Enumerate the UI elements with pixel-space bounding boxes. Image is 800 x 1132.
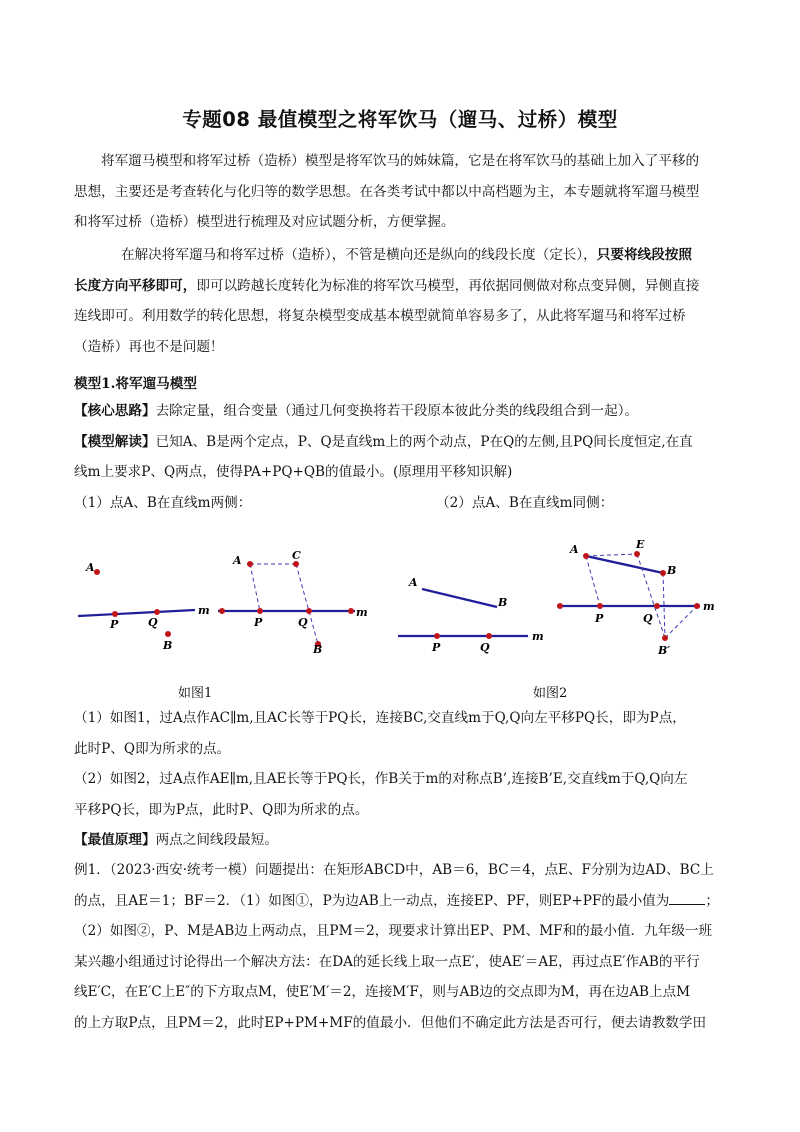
text-line: 和将军过桥（造桥）模型进行梳理及对应试题分析，方便掌握。	[74, 214, 455, 230]
label-A: A	[570, 543, 579, 556]
text-line	[74, 271, 730, 302]
text-line: （1）点A、B在直线m两侧：	[74, 495, 252, 511]
explain-label: 【模型解读】	[74, 433, 156, 450]
model-explanation	[74, 396, 730, 488]
text-line: 将军遛马模型和将军过桥（造桥）模型是将军饮马的姊妹篇，它是在将军饮马的基础上加入了平移的	[101, 153, 700, 169]
text-line: （2）如图②，P、M是AB边上两动点，且PM＝2，现要求计算出EP、PM、MF和的最小值．九年级一班	[74, 923, 713, 939]
text-line	[74, 396, 730, 427]
label-B: B	[163, 639, 173, 652]
text-line: （造桥）再也不是问题！	[74, 338, 224, 355]
text-run: 的点，且AE＝1；BF＝2．（1）如图①，P为边AB上一动点，连接EP、PF，则EP+PF的最小值为	[74, 892, 670, 909]
text-line	[74, 427, 730, 458]
point-m-right	[694, 603, 700, 609]
text-line: 连线即可。利用数学的转化思想，将复杂模型变成基本模型就简单容易多了，从此将军遛马和将军过桥	[74, 308, 686, 324]
label-m: m	[356, 606, 368, 619]
label-m: m	[532, 630, 544, 643]
segment-AB	[586, 556, 663, 573]
point-P	[597, 603, 603, 609]
label-Q: Q	[298, 616, 308, 629]
point-Q	[654, 603, 660, 609]
label-Q: Q	[480, 641, 490, 654]
point-P	[434, 633, 440, 639]
intro-paragraph-2	[74, 240, 730, 362]
label-B-prime: B′	[658, 644, 671, 657]
label-Q: Q	[148, 616, 158, 629]
point-Q	[154, 609, 160, 615]
figure-2-caption: 如图2	[533, 686, 568, 701]
label-A: A	[409, 576, 418, 589]
bold-text-run: 只要将线段按照	[596, 247, 692, 263]
point-B-prime	[662, 635, 668, 641]
label-Q: Q	[643, 612, 653, 625]
text-line: 某兴趣小组通过讨论得出一个解决方法：在DA的延长线上取一点E′，使AE′＝AE，再过点E′作AB的平行	[74, 953, 700, 970]
point-P	[257, 608, 263, 614]
core-label: 【核心思路】	[74, 403, 156, 419]
principle-label: 【最值原理】	[74, 832, 156, 848]
dashed-AP	[586, 556, 600, 606]
case-1-label	[74, 488, 374, 519]
dashed-AP	[250, 564, 260, 611]
text-run: ；	[705, 892, 719, 909]
solution-2	[74, 764, 730, 825]
example-1	[74, 855, 730, 1038]
figures	[0, 530, 800, 680]
label-C: C	[292, 549, 301, 562]
label-B: B	[667, 564, 677, 577]
label-P: P	[432, 641, 441, 654]
solution-1	[74, 703, 730, 764]
point-B	[165, 631, 171, 637]
text-line	[74, 886, 730, 917]
point-A	[94, 569, 100, 575]
dashed-EB-prime	[637, 554, 665, 638]
principle	[74, 825, 730, 856]
segment-AB	[422, 589, 497, 607]
label-A: A	[233, 554, 242, 567]
line-m	[78, 610, 195, 616]
label-B: B	[498, 596, 508, 609]
point-E	[634, 551, 640, 557]
text-run: 已知A、B是两个定点，P、Q是直线m上的两个动点，P在Q的左侧,且PQ间长度恒定,在直	[155, 433, 693, 450]
point-Q	[306, 608, 312, 614]
text-line	[74, 825, 730, 856]
text-line: 线E′C，在E′C上E″的下方取点M，使E′M′＝2，连接M′F，则与AB边的交点即为M，再在边AB上点M	[74, 984, 691, 1000]
text-run: 在解决将军遛马和将军过桥（造桥），不管是横向还是纵向的线段长度（定长），	[121, 247, 597, 263]
text-line: （2）如图2，过A点作AE∥m,且AE长等于PQ长，作B关于m的对称点B’,连接B’E,交直线m于Q,Q向左	[74, 771, 688, 787]
dashed-CB	[296, 564, 318, 644]
case-2-label	[436, 488, 736, 519]
label-m: m	[703, 600, 715, 613]
label-P: P	[110, 618, 119, 631]
text-run: 去除定量，组合变量（通过几何变换将若干段原本彼此分类的线段组合到一起）。	[155, 403, 639, 419]
text-line: 此时P、Q即为所求的点。	[74, 740, 231, 757]
text-line: 平移PQ长，即为P点，此时P、Q即为所求的点。	[74, 801, 369, 818]
model-1-heading: 模型1.将军遛马模型	[74, 376, 197, 392]
label-P: P	[254, 616, 263, 629]
text-line: （2）点A、B在直线m同侧：	[436, 495, 614, 511]
text-line	[74, 240, 730, 271]
label-P: P	[595, 612, 604, 625]
intro-paragraph-1	[74, 146, 730, 238]
label-m: m	[198, 604, 210, 617]
dashed-AE	[586, 554, 637, 556]
text-line: 例1．（2023·西安·统考一模）问题提出：在矩形ABCD中，AB＝6，BC＝4，点E、F分别为边AD、BC上	[74, 862, 714, 878]
text-line: 思想，主要还是考查转化与化归等的数学思想。在各类考试中都以中高档题为主，本专题就将军遛马模型	[74, 183, 700, 200]
text-run: 两点之间线段最短。	[155, 832, 278, 848]
point-m-left	[219, 608, 225, 614]
page-title: 专题08 最值模型之将军饮马（遛马、过桥）模型	[182, 108, 618, 131]
text-line: 线m上要求P、Q两点，使得PA+PQ+QB的值最小。(原理用平移知识解)	[74, 464, 513, 480]
label-A: A	[86, 561, 95, 574]
point-m-left	[557, 603, 563, 609]
point-Q	[486, 633, 492, 639]
answer-blank	[669, 892, 705, 905]
figure-1-caption: 如图1	[178, 686, 213, 701]
text-line: （1）如图1，过A点作AC∥m,且AC长等于PQ长，连接BC,交直线m于Q,Q向左平移PQ长，即为P点，	[74, 710, 686, 726]
label-E: E	[636, 538, 645, 551]
label-B: B	[313, 643, 323, 656]
point-A	[247, 561, 253, 567]
dashed-Bprime-m	[665, 606, 697, 638]
text-line: 的上方取P点，且PM＝2，此时EP+PM+MF的值最小．但他们不确定此方法是否可行，便去请教数学田	[74, 1014, 707, 1031]
point-P	[112, 611, 118, 617]
point-m-right	[348, 608, 354, 614]
bold-text-run: 长度方向平移即可，	[74, 277, 197, 294]
point-A	[583, 553, 589, 559]
text-run: 即可以跨越长度转化为标准的将军饮马模型，再依据同侧做对称点变异侧，异侧直接	[196, 277, 700, 294]
point-B	[660, 570, 666, 576]
